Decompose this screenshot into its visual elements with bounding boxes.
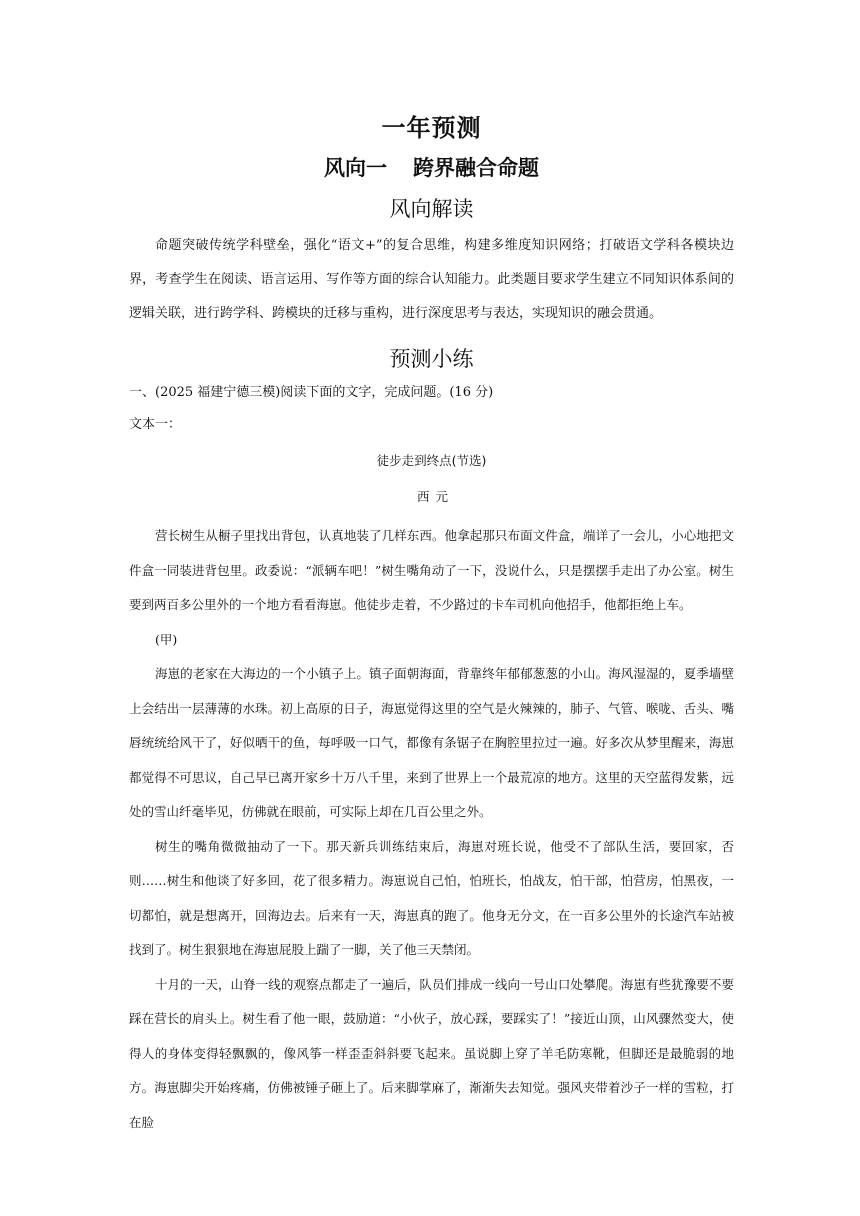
article-paragraph: 海崽的老家在大海边的一个小镇子上。镇子面朝海面，背靠终年郁郁葱葱的小山。海风湿湿的，夏季墙壁上会结出一层薄薄的水珠。初上高原的日子，海崽觉得这里的空气是火辣辣的，肺子、气管、喉咙、舌头、嘴唇统统给风干了，好似晒干的鱼，每呼吸一口气，都像有条锯子在胸腔里拉过一遍。好多次从梦里醒来，海崽都觉得不可思议，自己早已离开家乡十万八千里，来到了世界上一个最荒凉的地方。这里的天空蓝得发紫，远处的雪山纤毫毕见，仿佛就在眼前，可实际上却在几百公里之外。: [129, 666, 734, 819]
subtitle-topic: 跨界融合命题: [413, 156, 539, 180]
page-subtitle: [129, 151, 734, 185]
text-label: 文本一：: [129, 417, 182, 432]
article-author: 西元: [416, 489, 454, 504]
page-title: 一年预测: [381, 114, 482, 142]
article-paragraph: 树生的嘴角微微抽动了一下。那天新兵训练结束后，海崽对班长说，他受不了部队生活，要回家，否则……树生和他谈了好多回，花了很多精力。海崽说自己怕，怕班长，怕战友，怕干部，怕营房，怕黑夜，一切都怕，就是想离开，回海边去。后来有一天，海崽真的跑了。他身无分文，在一百多公里外的长途汽车站被找到了。树生狠狠地在海崽屁股上踹了一脚，关了他三天禁闭。: [129, 838, 734, 957]
subtitle-direction-label: 风向一: [324, 156, 387, 180]
interpretation-text: 命题突破传统学科壁垒，强化“语文+”的复合思维，构建多维度知识网络；打破语文学科各模块边界，考查学生在阅读、语言运用、写作等方面的综合认知能力。此类题目要求学生建立不同知识体系间的逻辑关联，进行跨学科、跨模块的迁移与重构，进行深度思考与表达，实现知识的融会贯通。: [129, 238, 734, 321]
article-paragraph: 十月的一天，山脊一线的观察点都走了一遍后，队员们排成一线向一号山口处攀爬。海崽有些犹豫要不要踩在营长的肩头上。树生看了他一眼，鼓励道：“小伙子，放心踩，要踩实了！”接近山顶，山风骤然变大，使得人的身体变得轻飘飘的，像风筝一样歪歪斜斜要飞起来。虽说脚上穿了羊毛防寒靴，但脚还是最脆弱的地方。海崽脚尖开始疼痛，仿佛被锤子砸上了。后来脚掌麻了，渐渐失去知觉。强风夹带着沙子一样的雪粒，打在脸: [129, 976, 734, 1130]
article-paragraph: 营长树生从橱子里找出背包，认真地装了几样东西。他拿起那只布面文件盒，端详了一会儿，小心地把文件盒一同装进背包里。政委说：“派辆车吧！”树生嘴角动了一下，没说什么，只是摆摆手走出了办公室。树生要到两百多公里外的一个地方看看海崽。他徒步走着，不少路过的卡车司机向他招手，他都拒绝上车。: [129, 528, 734, 612]
interpretation-heading: 风向解读: [389, 197, 474, 221]
practice-heading: 预测小练: [389, 347, 474, 371]
section-marker: (甲): [155, 631, 178, 647]
question-intro: 一、(2025 福建宁德三模)阅读下面的文字，完成问题。(16 分): [129, 385, 494, 400]
article-title: 徒步走到终点(节选): [376, 453, 487, 468]
